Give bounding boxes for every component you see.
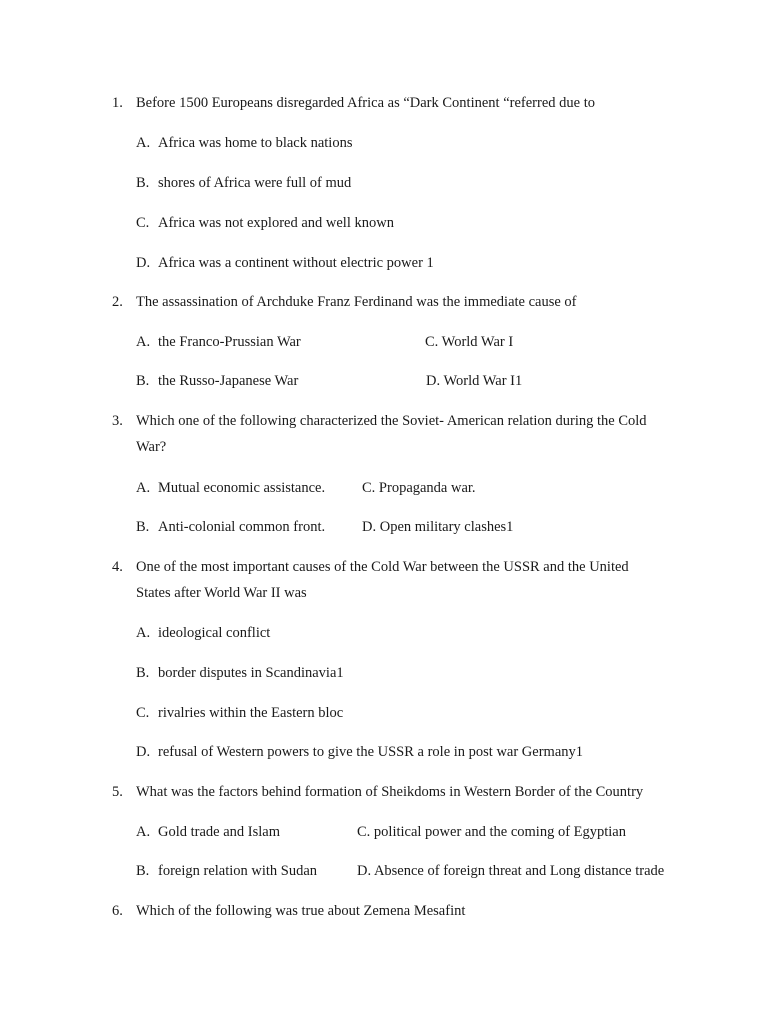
option-text: the Russo-Japanese War (158, 373, 299, 389)
question-text: Before 1500 Europeans disregarded Africa as “Dark Continent “referred due to (136, 95, 595, 111)
option (362, 518, 513, 536)
question-number: 1. (112, 95, 123, 111)
question-number: 3. (112, 413, 123, 429)
option (136, 624, 270, 642)
question-text: Which of the following was true about Zemena Mesafint (136, 903, 466, 919)
option-text: political power and the coming of Egyptian (373, 824, 626, 840)
option-text: World War I1 (443, 373, 523, 389)
option-text: Africa was not explored and well known (158, 215, 394, 231)
option (136, 862, 317, 880)
question-text: Which one of the following characterized the Soviet- American relation during the Cold (136, 413, 647, 429)
option-letter: C. (425, 334, 439, 350)
option-letter: B. (136, 863, 150, 879)
question-text: What was the factors behind formation of Sheikdoms in Western Border of the Country (136, 784, 644, 800)
option-letter: B. (136, 665, 150, 681)
option-text: border disputes in Scandinavia1 (158, 665, 344, 681)
option (136, 743, 583, 761)
option (136, 333, 301, 351)
question-number: 2. (112, 294, 123, 310)
option-text: Mutual economic assistance. (158, 480, 326, 496)
question-text-continued: States after World War II was (136, 585, 307, 601)
option (136, 823, 280, 841)
option-text: ideological conflict (158, 625, 271, 641)
option-letter: A. (136, 334, 151, 350)
question-number: 6. (112, 903, 123, 919)
option-letter: D. (426, 373, 441, 389)
option-text: Gold trade and Islam (158, 824, 281, 840)
option (426, 372, 522, 390)
option (136, 214, 394, 232)
option (136, 372, 298, 390)
option (136, 518, 325, 536)
option-letter: B. (136, 175, 150, 191)
option (425, 333, 513, 351)
option-text: Africa was a continent without electric power 1 (158, 255, 434, 271)
option-text: shores of Africa were full of mud (158, 175, 352, 191)
option-text: World War I (441, 334, 514, 350)
question-text: The assassination of Archduke Franz Ferdinand was the immediate cause of (136, 294, 577, 310)
option (136, 174, 351, 192)
option-letter: B. (136, 373, 150, 389)
question-text: One of the most important causes of the Cold War between the USSR and the United (136, 559, 629, 575)
option-letter: C. (357, 824, 371, 840)
option-letter: D. (362, 519, 377, 535)
option-text: Anti-colonial common front. (158, 519, 326, 535)
option-letter: A. (136, 824, 151, 840)
question-text-continued: War? (136, 439, 167, 455)
option-text: Africa was home to black nations (158, 135, 353, 151)
option-letter: D. (136, 255, 151, 271)
option (136, 664, 344, 682)
option-text: rivalries within the Eastern bloc (158, 705, 344, 721)
option (136, 704, 343, 722)
option (136, 254, 434, 272)
option-letter: B. (136, 519, 150, 535)
option-letter: C. (136, 705, 150, 721)
option-letter: D. (136, 744, 151, 760)
option-text: foreign relation with Sudan (158, 863, 318, 879)
option-text: Absence of foreign threat and Long distance trade (373, 863, 665, 879)
option (357, 862, 664, 880)
option (136, 134, 352, 152)
option (136, 479, 325, 497)
option-letter: C. (136, 215, 150, 231)
option-text: Propaganda war. (378, 480, 476, 496)
option (362, 479, 476, 497)
option-text: the Franco-Prussian War (158, 334, 301, 350)
option-text: refusal of Western powers to give the USSR a role in post war Germany1 (158, 744, 584, 760)
option-text: Open military clashes1 (379, 519, 514, 535)
question-number: 4. (112, 559, 123, 575)
option-letter: C. (362, 480, 376, 496)
option-letter: A. (136, 480, 151, 496)
option (357, 823, 626, 841)
question-number: 5. (112, 784, 123, 800)
option-letter: A. (136, 135, 151, 151)
option-letter: D. (357, 863, 372, 879)
option-letter: A. (136, 625, 151, 641)
